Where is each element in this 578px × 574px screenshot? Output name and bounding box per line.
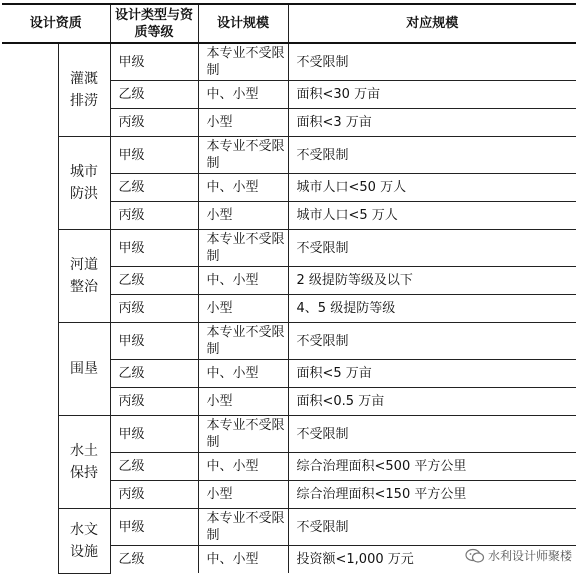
category-name: 水文 设施 (70, 521, 98, 560)
grade-cell: 丙级 (110, 109, 198, 137)
category-name: 灌溉 排涝 (70, 71, 98, 109)
grade-cell: 乙级 (110, 174, 198, 202)
category-cell (58, 509, 110, 574)
category-name: 围垦 (70, 361, 98, 377)
grade-cell: 乙级 (110, 81, 198, 109)
design-scale-cell: 本专业不受限制 (198, 323, 288, 360)
design-scale-cell: 中、小型 (198, 546, 288, 574)
left-blank-cell (2, 43, 58, 573)
design-scale-cell: 小型 (198, 481, 288, 509)
grade-cell: 乙级 (110, 546, 198, 574)
category-name: 城市 防洪 (70, 164, 98, 202)
grade-cell: 甲级 (110, 509, 198, 546)
corresponding-scale-cell: 不受限制 (288, 323, 576, 360)
grade-cell: 甲级 (110, 137, 198, 174)
design-scale-cell: 小型 (198, 109, 288, 137)
design-scale-cell: 中、小型 (198, 360, 288, 388)
corresponding-scale-cell: 面积<0.5 万亩 (288, 388, 576, 416)
grade-cell: 乙级 (110, 267, 198, 295)
design-scale-cell: 小型 (198, 202, 288, 230)
corresponding-scale-cell: 面积<30 万亩 (288, 81, 576, 109)
design-scale-cell: 中、小型 (198, 453, 288, 481)
corresponding-scale-cell: 城市人口<5 万人 (288, 202, 576, 230)
wechat-icon (465, 548, 485, 564)
header-type-grade: 设计类型与资质等级 (110, 4, 198, 43)
table-row (2, 323, 576, 360)
corresponding-scale-cell: 城市人口<50 万人 (288, 174, 576, 202)
grade-cell: 甲级 (110, 416, 198, 453)
category-cell (58, 43, 110, 137)
corresponding-scale-cell: 不受限制 (288, 43, 576, 81)
corresponding-scale-cell: 2 级提防等级及以下 (288, 267, 576, 295)
grade-cell: 乙级 (110, 360, 198, 388)
grade-cell: 丙级 (110, 295, 198, 323)
design-scale-cell: 中、小型 (198, 81, 288, 109)
design-scale-cell: 小型 (198, 388, 288, 416)
category-cell (58, 323, 110, 416)
category-name: 河道 整治 (70, 257, 98, 295)
table-row (2, 509, 576, 546)
header-corresponding-scale: 对应规模 (288, 4, 576, 43)
header-qualification: 设计资质 (2, 4, 110, 43)
design-scale-cell: 中、小型 (198, 174, 288, 202)
grade-cell: 丙级 (110, 388, 198, 416)
corresponding-scale-cell: 投资额<1,000 万元 (288, 546, 576, 574)
design-scale-cell: 中、小型 (198, 267, 288, 295)
grade-cell: 甲级 (110, 323, 198, 360)
corresponding-scale-cell: 不受限制 (288, 509, 576, 546)
grade-cell: 丙级 (110, 202, 198, 230)
corresponding-scale-cell: 综合治理面积<500 平方公里 (288, 453, 576, 481)
grade-cell: 甲级 (110, 230, 198, 267)
design-scale-cell: 本专业不受限制 (198, 137, 288, 174)
corresponding-scale-cell: 面积<5 万亩 (288, 360, 576, 388)
table-row (2, 43, 576, 81)
corresponding-scale-cell: 综合治理面积<150 平方公里 (288, 481, 576, 509)
corresponding-scale-cell: 不受限制 (288, 137, 576, 174)
table-row (2, 137, 576, 174)
corresponding-scale-cell: 不受限制 (288, 230, 576, 267)
table-row (2, 416, 576, 453)
category-cell (58, 137, 110, 230)
design-scale-cell: 本专业不受限制 (198, 416, 288, 453)
table-header-row (2, 4, 576, 43)
grade-cell: 甲级 (110, 43, 198, 81)
grade-cell: 乙级 (110, 453, 198, 481)
corresponding-scale-cell: 不受限制 (288, 416, 576, 453)
table-row (2, 230, 576, 267)
watermark-text: 水利设计师聚楼 (487, 549, 572, 563)
category-cell (58, 416, 110, 509)
category-cell (58, 230, 110, 323)
grade-cell: 丙级 (110, 481, 198, 509)
watermark (465, 547, 572, 564)
design-scale-cell: 本专业不受限制 (198, 43, 288, 81)
design-scale-cell: 本专业不受限制 (198, 509, 288, 546)
corresponding-scale-cell: 面积<3 万亩 (288, 109, 576, 137)
corresponding-scale-cell: 4、5 级提防等级 (288, 295, 576, 323)
header-design-scale: 设计规模 (198, 4, 288, 43)
qualification-table (2, 3, 576, 574)
category-name: 水土 保持 (70, 443, 98, 481)
design-scale-cell: 本专业不受限制 (198, 230, 288, 267)
design-scale-cell: 小型 (198, 295, 288, 323)
